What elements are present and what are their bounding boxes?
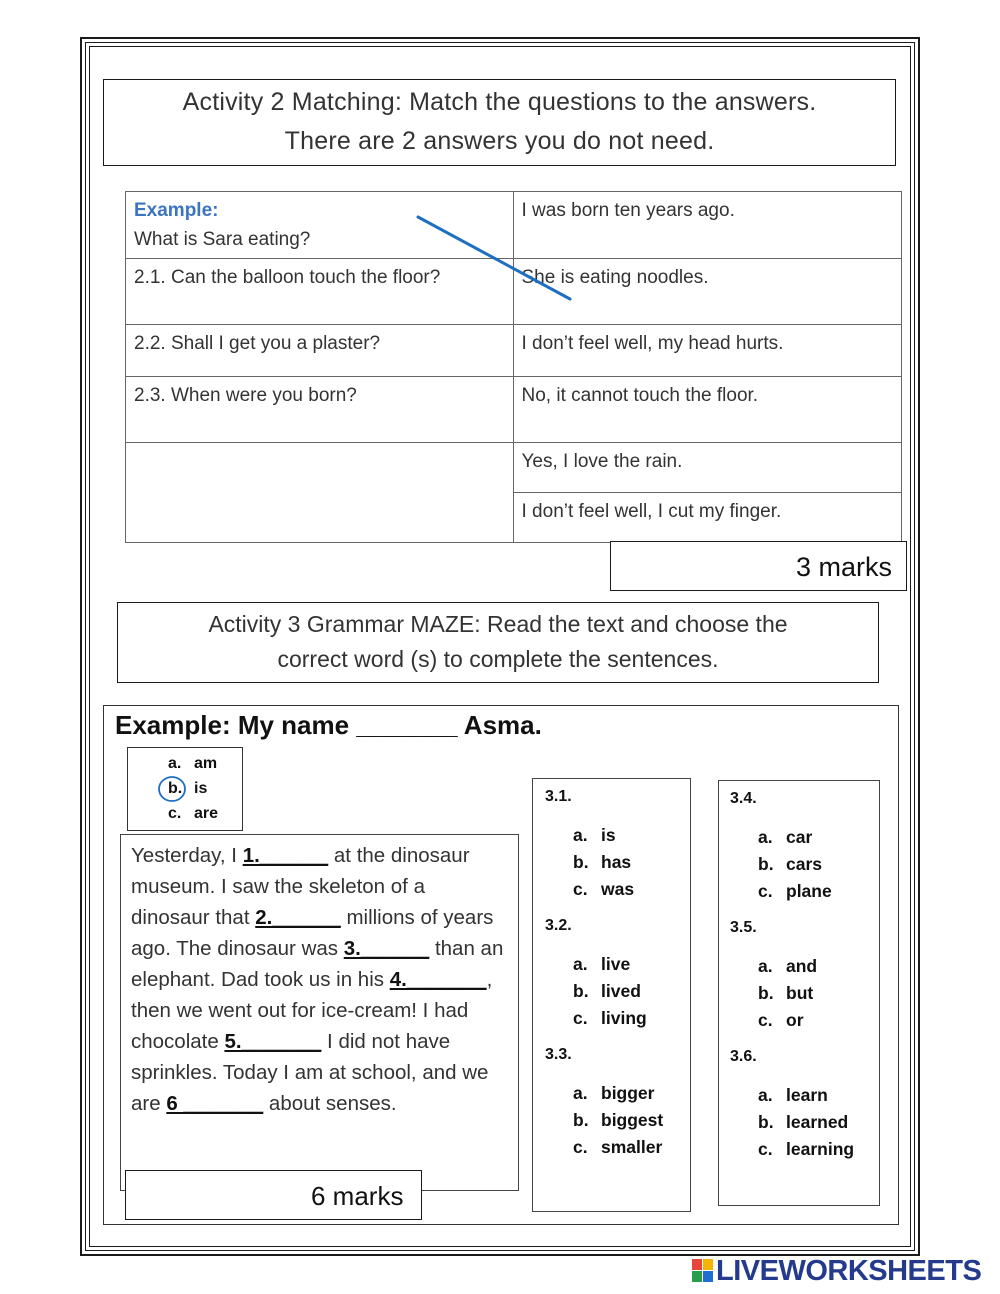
option-word: has (601, 852, 632, 872)
question-text: 2.2. Shall I get you a plaster? (134, 333, 381, 354)
logo-blocks-icon (692, 1259, 714, 1283)
option-letter: c. (758, 881, 773, 901)
option-word: was (601, 879, 635, 899)
activity3-title-line1: Activity 3 Grammar MAZE: Read the text and choose the (208, 611, 788, 637)
option-letter: c. (573, 1008, 588, 1028)
activity2-marks-box (610, 541, 907, 591)
option-letter: c. (573, 1137, 588, 1157)
logo-block (703, 1259, 713, 1270)
passage-text: about senses. (263, 1092, 397, 1115)
option-word: cars (786, 854, 823, 874)
option-word: learn (786, 1085, 828, 1105)
questions-column-left (532, 778, 691, 1212)
maze-passage-box (120, 834, 519, 1191)
activity3-title-line2: correct word (s) to complete the sentences. (277, 646, 719, 672)
answer-text: I don’t feel well, my head hurts. (521, 333, 784, 354)
logo-block (692, 1259, 702, 1270)
option-letter: a. (168, 755, 182, 772)
option-word: lived (601, 981, 641, 1001)
option-word: are (194, 805, 219, 822)
option-word: is (194, 780, 208, 797)
option-item[interactable] (573, 1107, 690, 1134)
logo-block (692, 1271, 702, 1282)
option-item[interactable] (573, 1080, 690, 1107)
questions-column-right (718, 780, 880, 1206)
option-item[interactable] (573, 978, 690, 1005)
blank-1[interactable]: 1.______ (242, 844, 329, 867)
question-text: 2.1. Can the balloon touch the floor? (134, 267, 441, 288)
option-word: and (786, 956, 818, 976)
option-item[interactable] (758, 878, 879, 905)
blank-6[interactable]: 6 _______ (166, 1092, 264, 1115)
question-text: 2.3. When were you born? (134, 385, 357, 406)
option-letter: b. (573, 1110, 589, 1130)
example-question: What is Sara eating? (134, 229, 311, 250)
option-letter: b. (168, 780, 183, 797)
option-item[interactable] (758, 1109, 879, 1136)
answer-text: I don’t feel well, I cut my finger. (521, 501, 782, 522)
maze-example-heading: Example: My name _______ Asma. (115, 710, 542, 740)
option-item[interactable] (573, 822, 690, 849)
activity2-title-line1: Activity 2 Matching: Match the questions to the answers. (182, 88, 817, 116)
option-letter: b. (758, 1112, 774, 1132)
logo-text: LIVEWORKSHEETS (716, 1254, 982, 1287)
blank-3[interactable]: 3.______ (343, 937, 430, 960)
option-letter: a. (758, 956, 773, 976)
option-letter: a. (573, 1083, 588, 1103)
passage-text: than an elephant. Dad took us in his (131, 937, 504, 991)
passage-text: at the dinosaur museum. I saw the skeleton of a dinosaur that (131, 844, 470, 929)
question-number: 3.5. (730, 919, 757, 936)
answer-text: No, it cannot touch the floor. (521, 385, 759, 406)
answer-text: I was born ten years ago. (521, 200, 735, 221)
passage-text: Yesterday, I (131, 844, 243, 867)
option-letter: a. (573, 825, 588, 845)
option-letter: b. (758, 983, 774, 1003)
passage-text: I did not have sprinkles. Today I am at school, and we are (131, 1030, 489, 1115)
option-item[interactable] (573, 1134, 690, 1161)
blank-2[interactable]: 2.______ (255, 906, 341, 929)
option-word: living (601, 1008, 647, 1028)
option-letter: c. (758, 1010, 773, 1030)
option-letter: b. (573, 981, 589, 1001)
option-word: car (786, 827, 813, 847)
option-letter: a. (573, 954, 588, 974)
option-item[interactable] (758, 824, 879, 851)
answer-text: Yes, I love the rain. (521, 451, 683, 472)
option-word: plane (786, 881, 832, 901)
option-word: or (786, 1010, 804, 1030)
list-item (168, 801, 242, 826)
question-number: 3.4. (730, 790, 757, 807)
option-item[interactable] (758, 953, 879, 980)
activity3-marks: 6 marks (311, 1181, 404, 1211)
list-item (168, 751, 242, 776)
selected-circle-icon (156, 775, 188, 803)
answer-text: She is eating noodles. (521, 267, 709, 288)
passage-text: millions of years ago. The dinosaur was (131, 906, 494, 960)
logo-block (703, 1271, 713, 1282)
activity2-marks: 3 marks (795, 552, 892, 582)
option-item[interactable] (573, 876, 690, 903)
option-word: learned (786, 1112, 849, 1132)
option-item[interactable] (573, 849, 690, 876)
option-word: smaller (601, 1137, 663, 1157)
option-item[interactable] (758, 980, 879, 1007)
activity3-marks-box (125, 1170, 422, 1220)
blank-5[interactable]: 5._______ (224, 1030, 322, 1053)
option-item[interactable] (758, 1136, 879, 1163)
question-number: 3.2. (545, 917, 572, 934)
option-word: but (786, 983, 814, 1003)
option-item[interactable] (758, 1082, 879, 1109)
question-number: 3.3. (545, 1046, 572, 1063)
option-word: biggest (601, 1110, 664, 1130)
option-word: am (194, 755, 218, 772)
option-letter: c. (758, 1139, 773, 1159)
option-item[interactable] (573, 951, 690, 978)
blank-4[interactable]: 4._______ (389, 968, 487, 991)
option-word: bigger (601, 1083, 655, 1103)
option-letter: a. (758, 827, 773, 847)
option-item[interactable] (758, 1007, 879, 1034)
option-item[interactable] (758, 851, 879, 878)
passage-text: , then we went out for ice-cream! I had chocolate (131, 968, 493, 1053)
option-letter: a. (758, 1085, 773, 1105)
activity2-title-line2: There are 2 answers you do not need. (284, 127, 715, 155)
option-letter: b. (758, 854, 774, 874)
activity3-title-box (117, 602, 879, 683)
option-letter: c. (168, 805, 182, 822)
question-number: 3.1. (545, 788, 572, 805)
question-number: 3.6. (730, 1048, 757, 1065)
liveworksheets-logo[interactable] (692, 1254, 981, 1288)
option-item[interactable] (573, 1005, 690, 1032)
option-letter: b. (573, 852, 589, 872)
example-label: Example: (134, 200, 219, 221)
option-letter: c. (573, 879, 588, 899)
option-word: learning (786, 1139, 855, 1159)
option-word: live (601, 954, 631, 974)
option-word: is (601, 825, 616, 845)
